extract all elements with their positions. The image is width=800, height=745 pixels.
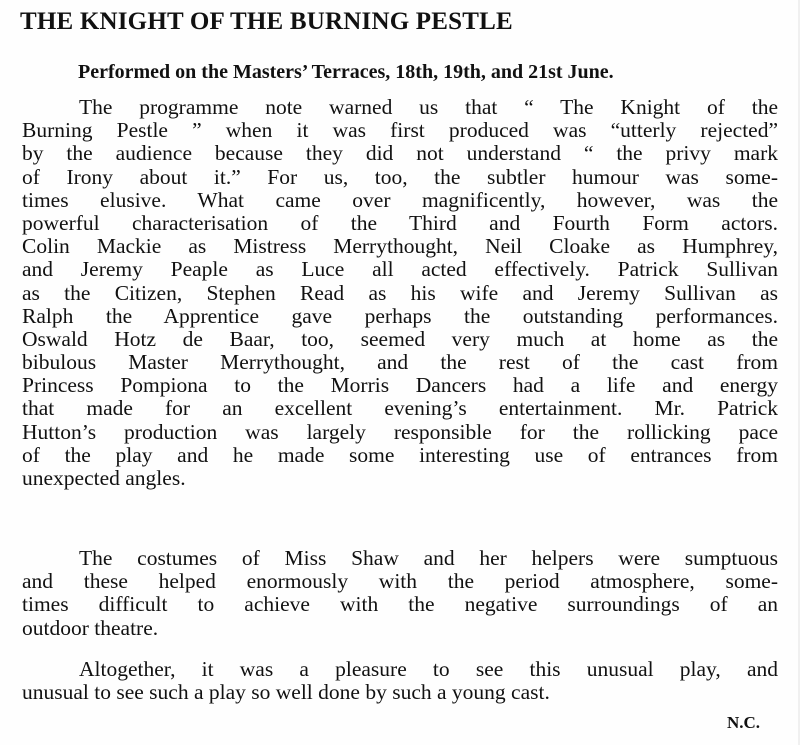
paragraph-line: of Irony about it.” For us, too, the subtler humour was some- [22,164,778,189]
paragraph-line: as the Citizen, Stephen Read as his wife and Jeremy Sullivan as [22,280,778,305]
paragraph-line: and these helped enormously with the period atmosphere, some- [22,569,778,594]
paragraph-line: The costumes of Miss Shaw and her helpers were sumptuous [79,546,778,570]
paragraph-line: Princess Pompiona to the Morris Dancers had a life and energy [22,373,778,398]
paragraph-line: Hutton’s production was largely responsible for the rollicking pace [22,419,778,444]
article-subtitle: Performed on the Masters’ Terraces, 18th, 19th, and 21st June. [78,61,614,83]
paragraph-review [22,96,778,490]
paragraph-line: Burning Pestle ” when it was first produced was “utterly rejected” [22,118,778,143]
paragraph-line: The programme note warned us that “ The Knight of the [79,95,778,119]
paragraph-line: times difficult to achieve with the negative surroundings of an [22,592,778,617]
author-initials: N.C. [726,713,760,732]
paragraph-line: Altogether, it was a pleasure to see this unusual play, and [79,657,778,681]
paragraph-line: unexpected angles. [22,466,186,490]
article-title: THE KNIGHT OF THE BURNING PESTLE [20,8,513,35]
paragraph-line: by the audience because they did not understand “ the privy mark [22,141,778,166]
paragraph-conclusion [22,658,778,704]
paragraph-costumes [22,547,778,640]
paragraph-line: times elusive. What came over magnificently, however, was the [22,187,778,212]
paragraph-line: unusual to see such a play so well done by such a young cast. [22,680,550,705]
paragraph-line: that made for an excellent evening’s entertainment. Mr. Patrick [22,396,778,421]
paragraph-line: and Jeremy Peaple as Luce all acted effectively. Patrick Sullivan [22,257,778,282]
paragraph-line: Oswald Hotz de Baar, too, seemed very much at home as the [22,326,778,351]
paragraph-line: of the play and he made some interesting use of entrances from [22,442,778,467]
paragraph-line: bibulous Master Merrythought, and the rest of the cast from [22,350,778,375]
paragraph-line: Colin Mackie as Mistress Merrythought, Neil Cloake as Humphrey, [22,234,778,259]
paragraph-line: powerful characterisation of the Third and Fourth Form actors. [22,210,778,235]
paragraph-line: Ralph the Apprentice gave perhaps the outstanding performances. [22,303,778,328]
paragraph-line: outdoor theatre. [22,615,159,640]
